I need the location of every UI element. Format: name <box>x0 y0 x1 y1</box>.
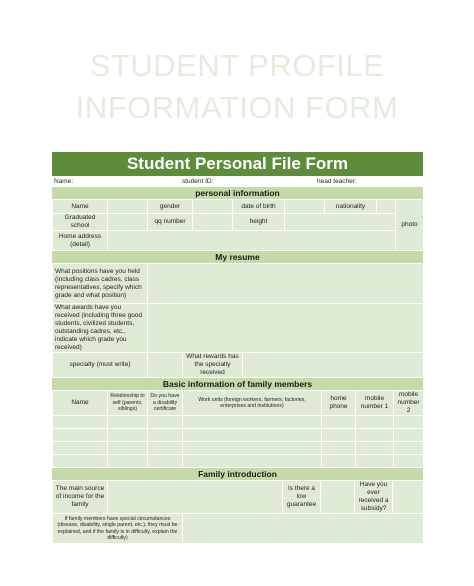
height-cell[interactable] <box>285 214 396 231</box>
table-cell[interactable] <box>356 416 394 429</box>
low-guarantee-cell[interactable] <box>321 481 355 514</box>
table-cell[interactable] <box>53 442 108 455</box>
table-cell[interactable] <box>183 416 322 429</box>
mobile-1-header: mobile number 1 <box>356 391 394 416</box>
income-header: The main source of income for the family <box>53 481 108 514</box>
section-personal-information: personal information <box>52 187 423 199</box>
photo-cell[interactable]: photo <box>396 200 424 251</box>
subsidy-header: Have you ever received a subsidy? <box>355 481 393 514</box>
student-id-label: student ID: <box>182 178 214 185</box>
low-guarantee-header: Is there a low guarantee <box>283 481 321 514</box>
mobile-2-header: mobile number 2 <box>394 391 424 416</box>
nationality-header: nationality <box>325 200 377 214</box>
table-cell[interactable] <box>322 416 356 429</box>
dob-header: date of birth <box>233 200 285 214</box>
relationship-header: Relationship to self (parents, siblings) <box>108 391 148 416</box>
table-cell[interactable] <box>148 455 183 468</box>
awards-question: What awards have you received (including three good students, civilized students, outstanding cadres, etc., indicate which grade you received) <box>53 304 148 353</box>
address-cell[interactable] <box>108 231 396 251</box>
table-cell[interactable] <box>322 455 356 468</box>
nationality-cell[interactable] <box>377 200 396 214</box>
qq-cell[interactable] <box>193 214 233 231</box>
positions-answer[interactable] <box>148 264 424 304</box>
table-cell[interactable] <box>394 455 424 468</box>
special-circumstances-header: If family members have special circumstances (disease, disability, single parent, etc.), they must be explained, and if the family is in difficulty, explain the difficulty) <box>53 514 183 544</box>
table-cell[interactable] <box>356 429 394 442</box>
table-cell[interactable] <box>322 442 356 455</box>
dob-cell[interactable] <box>285 200 325 214</box>
name-cell[interactable] <box>108 200 148 214</box>
income-cell[interactable] <box>108 481 283 514</box>
family-members-table <box>52 390 424 468</box>
school-header: Graduated school <box>53 214 108 231</box>
table-cell[interactable] <box>322 429 356 442</box>
table-cell[interactable] <box>108 416 148 429</box>
family-name-header: Name <box>53 391 108 416</box>
gender-header: gender <box>148 200 193 214</box>
student-file-form <box>52 152 423 544</box>
table-cell[interactable] <box>53 429 108 442</box>
home-phone-header: home phone <box>322 391 356 416</box>
table-cell[interactable] <box>148 429 183 442</box>
table-cell[interactable] <box>53 416 108 429</box>
table-cell[interactable] <box>183 429 322 442</box>
table-cell[interactable] <box>394 416 424 429</box>
section-family-members: Basic information of family members <box>52 378 423 390</box>
table-cell[interactable] <box>356 442 394 455</box>
name-label: Name: <box>54 178 74 185</box>
qq-header: qq number <box>148 214 193 231</box>
address-header: Home address (detail) <box>53 231 108 251</box>
table-cell[interactable] <box>183 455 322 468</box>
table-cell[interactable] <box>148 442 183 455</box>
gender-cell[interactable] <box>193 200 233 214</box>
background-title-line-1: STUDENT PROFILE <box>89 48 385 83</box>
work-units-header: Work units (foreign workers, farmers, factories, enterprises and institutions) <box>183 391 322 416</box>
form-title: Student Personal File Form <box>52 152 423 176</box>
specialty-rewards-header: What rewards has the specialty received <box>183 353 243 378</box>
header-info-line <box>52 176 423 187</box>
table-cell[interactable] <box>108 429 148 442</box>
height-header: height <box>233 214 285 231</box>
disability-header: Do you have a disability certificate <box>148 391 183 416</box>
table-cell[interactable] <box>108 442 148 455</box>
section-family-introduction: Family introduction <box>52 468 423 480</box>
personal-info-table <box>52 199 424 251</box>
table-cell[interactable] <box>394 442 424 455</box>
table-cell[interactable] <box>394 429 424 442</box>
resume-table <box>52 263 424 378</box>
background-title-line-2: INFORMATION FORM <box>75 90 399 125</box>
name-header: Name <box>53 200 108 214</box>
table-cell[interactable] <box>148 416 183 429</box>
subsidy-cell[interactable] <box>393 481 424 514</box>
specialty-cell[interactable] <box>148 353 183 378</box>
specialty-rewards-cell[interactable] <box>243 353 424 378</box>
awards-answer[interactable] <box>148 304 424 353</box>
family-intro-table <box>52 480 424 544</box>
table-cell[interactable] <box>356 455 394 468</box>
table-cell[interactable] <box>53 455 108 468</box>
special-circumstances-cell[interactable] <box>183 514 424 544</box>
head-teacher-label: head teacher: <box>317 178 357 185</box>
table-cell[interactable] <box>183 442 322 455</box>
positions-question: What positions have you held (including class cadres, class representatives, specify which grade and what position) <box>53 264 148 304</box>
section-my-resume: My resume <box>52 251 423 263</box>
school-cell[interactable] <box>108 214 148 231</box>
specialty-header: specialty (must write) <box>53 353 148 378</box>
table-cell[interactable] <box>108 455 148 468</box>
